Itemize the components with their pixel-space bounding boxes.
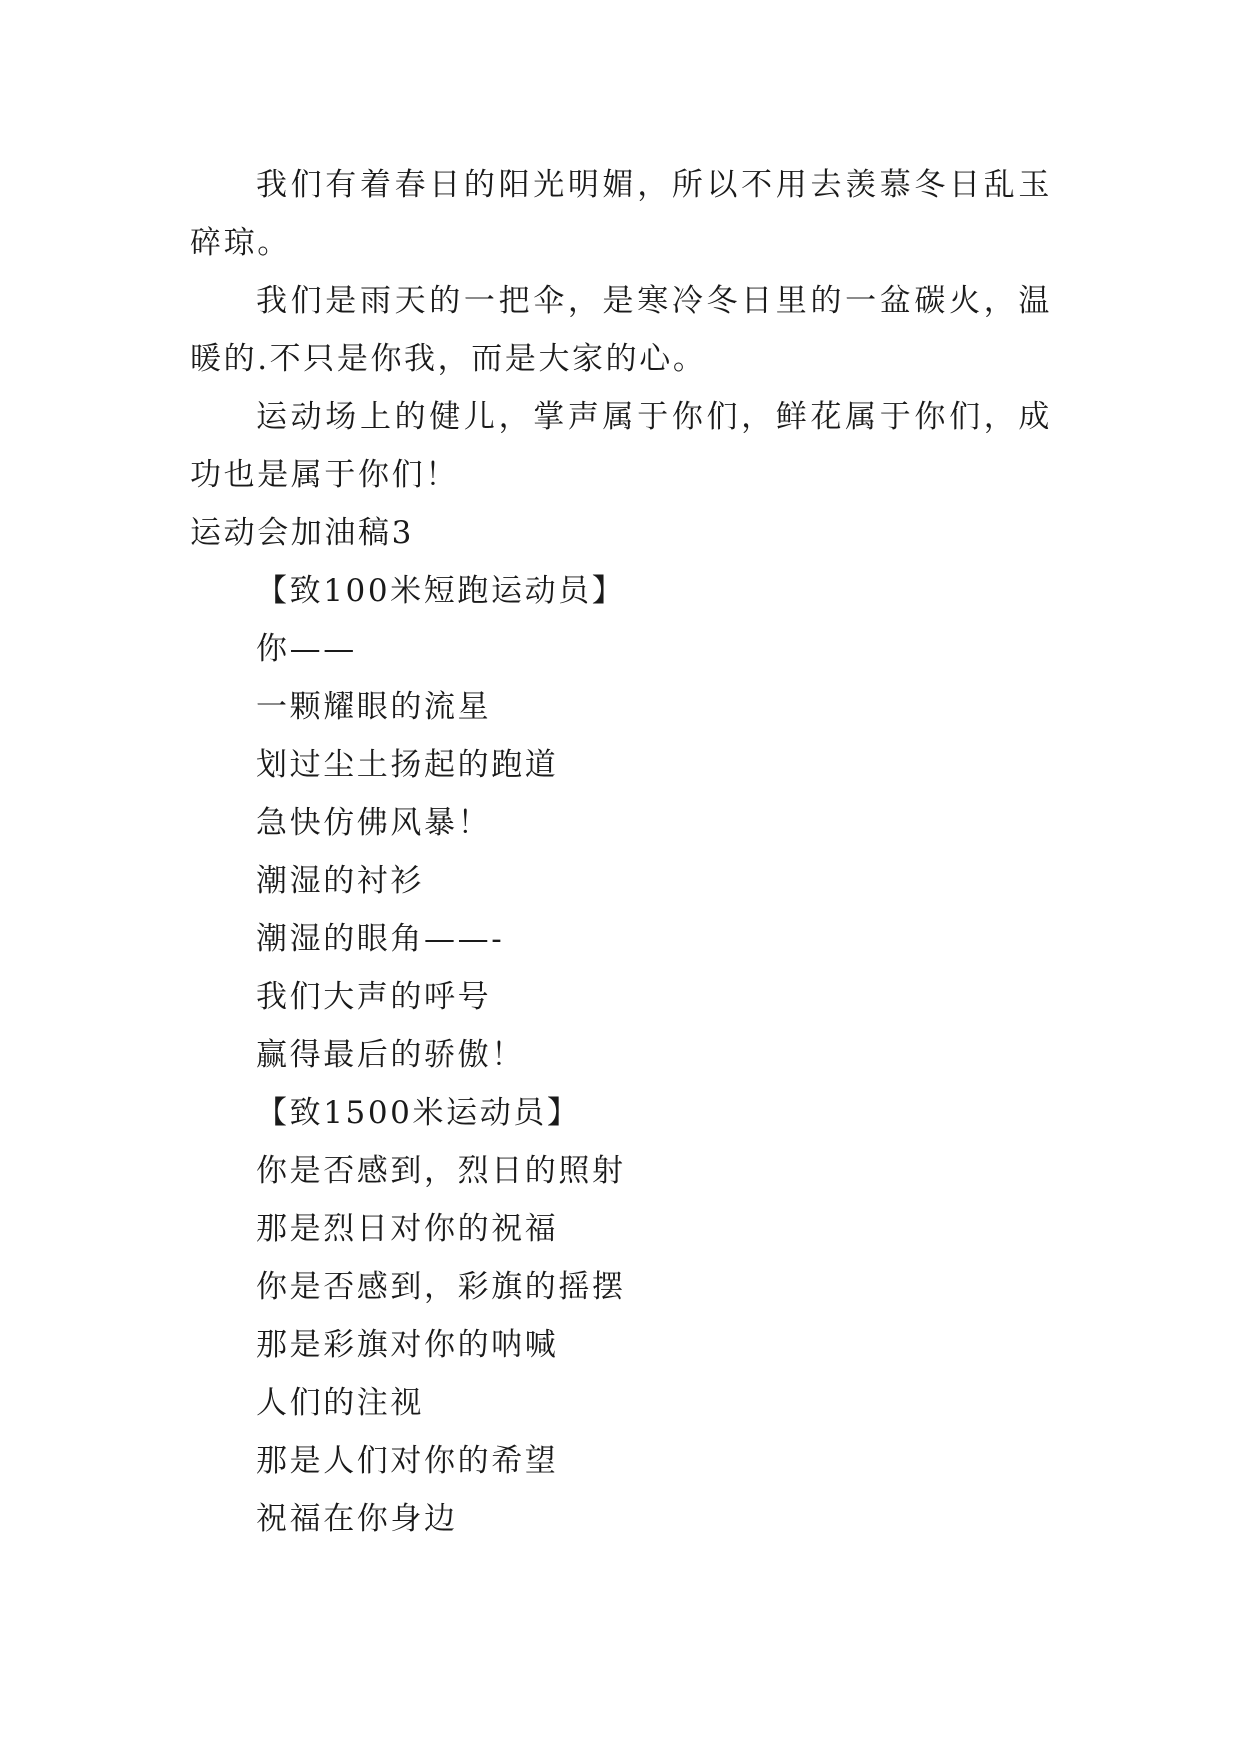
poem-line: 潮湿的眼角——- bbox=[256, 921, 505, 957]
poem-line: 那是人们对你的希望 bbox=[256, 1443, 559, 1479]
poem-line: 你是否感到，烈日的照射 bbox=[256, 1153, 626, 1189]
paragraph: 我们是雨天的一把伞，是寒冷冬日里的一盆碳火，温暖的.不只是你我，而是大家的心。 bbox=[190, 283, 1052, 377]
poem-line: 你是否感到，彩旗的摇摆 bbox=[256, 1269, 626, 1305]
poem-line: 赢得最后的骄傲！ bbox=[256, 1037, 525, 1073]
poem-line: 潮湿的衬衫 bbox=[256, 863, 424, 899]
poem-line: 那是烈日对你的祝福 bbox=[256, 1211, 559, 1247]
poem-line: 你—— bbox=[256, 631, 357, 667]
poem-line: 那是彩旗对你的呐喊 bbox=[256, 1327, 559, 1363]
paragraph: 运动场上的健儿，掌声属于你们，鲜花属于你们，成功也是属于你们！ bbox=[190, 399, 1052, 493]
poem-line: 划过尘土扬起的跑道 bbox=[256, 747, 559, 783]
poem-line: 我们大声的呼号 bbox=[256, 979, 492, 1015]
section-heading: 运动会加油稿3 bbox=[190, 515, 414, 551]
poem-line: 急快仿佛风暴！ bbox=[256, 805, 492, 841]
document-page bbox=[190, 156, 1052, 1548]
poem-line: 人们的注视 bbox=[256, 1385, 424, 1421]
poem-line: 一颗耀眼的流星 bbox=[256, 689, 492, 725]
poem-line: 【致100米短跑运动员】 bbox=[256, 573, 626, 609]
paragraph: 我们有着春日的阳光明媚，所以不用去羡慕冬日乱玉碎琼。 bbox=[190, 167, 1052, 261]
poem-line: 【致1500米运动员】 bbox=[256, 1095, 581, 1131]
poem-line: 祝福在你身边 bbox=[256, 1501, 458, 1537]
